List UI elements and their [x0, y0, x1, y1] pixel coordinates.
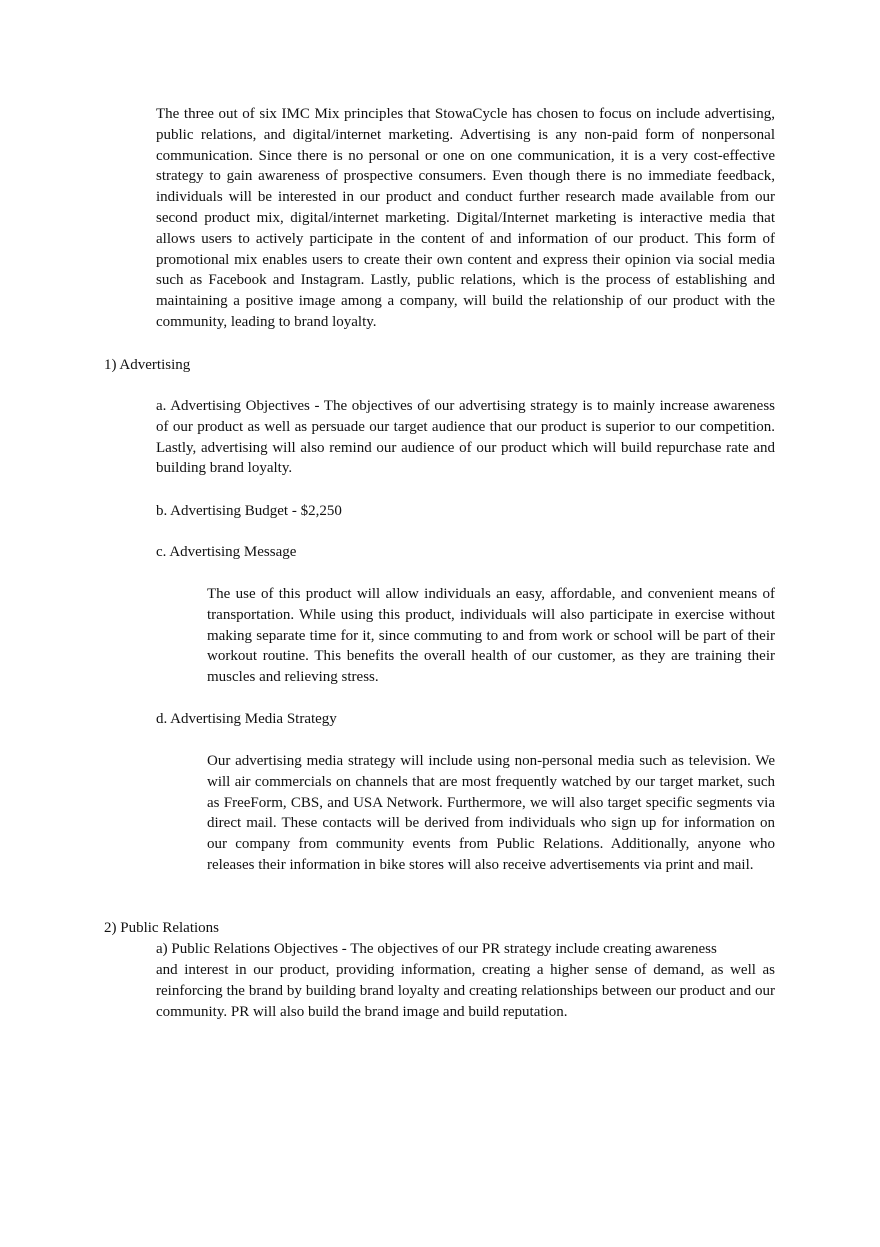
public-relations-heading: 2) Public Relations [104, 920, 219, 936]
advertising-media-body: Our advertising media strategy will include using non-personal media such as television. We will air commercials on channels that are most frequently watched by our target market, such as FreeForm, CBS, and USA Network. Furthermore, we will also target specific segments via direct mail. These contacts will be derived from individuals who sign up for information on our company from community events from Public Relations. Additionally, anyone who releases their information in bike stores will also receive advertisements via print and mail. [207, 753, 775, 873]
public-relations-objectives-first-line: a) Public Relations Objectives - The objectives of our PR strategy include creating awareness [156, 941, 717, 957]
intro-paragraph: The three out of six IMC Mix principles that StowaCycle has chosen to focus on include advertising, public relations, and digital/internet marketing. Advertising is any non-paid form of nonpersonal communication. Since there is no personal or one on one communication, it is a very cost-effective strategy to gain awareness of prospective consumers. Even though there is no immediate feedback, individuals will be interested in our product and conduct further research made available from our second product mix, digital/internet marketing. Digital/Internet marketing is interactive media that allows users to actively participate in the content of and information of our product. This form of promotional mix enables users to create their own content and express their opinion via social media such as Facebook and Instagram. Lastly, public relations, which is the process of establishing and maintaining a positive image among a company, will build the relationship of our product with the community, leading to brand loyalty. [156, 106, 775, 330]
advertising-objectives: a. Advertising Objectives - The objectives of our advertising strategy is to mainly increase awareness of our product as well as persuade our target audience that our product is superior to our competition. Lastly, advertising will also remind our audience of our product which will build repurchase rate and building brand loyalty. [156, 398, 775, 477]
advertising-heading: 1) Advertising [104, 357, 191, 373]
advertising-message-heading: c. Advertising Message [156, 544, 297, 560]
advertising-media-heading: d. Advertising Media Strategy [156, 711, 337, 727]
advertising-message-body: The use of this product will allow individuals an easy, affordable, and convenient means of transportation. While using this product, individuals will also participate in exercise without making separate time for it, since commuting to and from work or school will be part of their workout routine. This benefits the overall health of our customer, as they are training their muscles and relieving stress. [207, 586, 775, 686]
public-relations-objectives-rest: and interest in our product, providing information, creating a higher sense of demand, as well as reinforcing the brand by building brand loyalty and creating relationships between our product and our community. PR will also build the brand image and build reputation. [156, 962, 775, 1020]
advertising-budget: b. Advertising Budget - $2,250 [156, 503, 342, 519]
